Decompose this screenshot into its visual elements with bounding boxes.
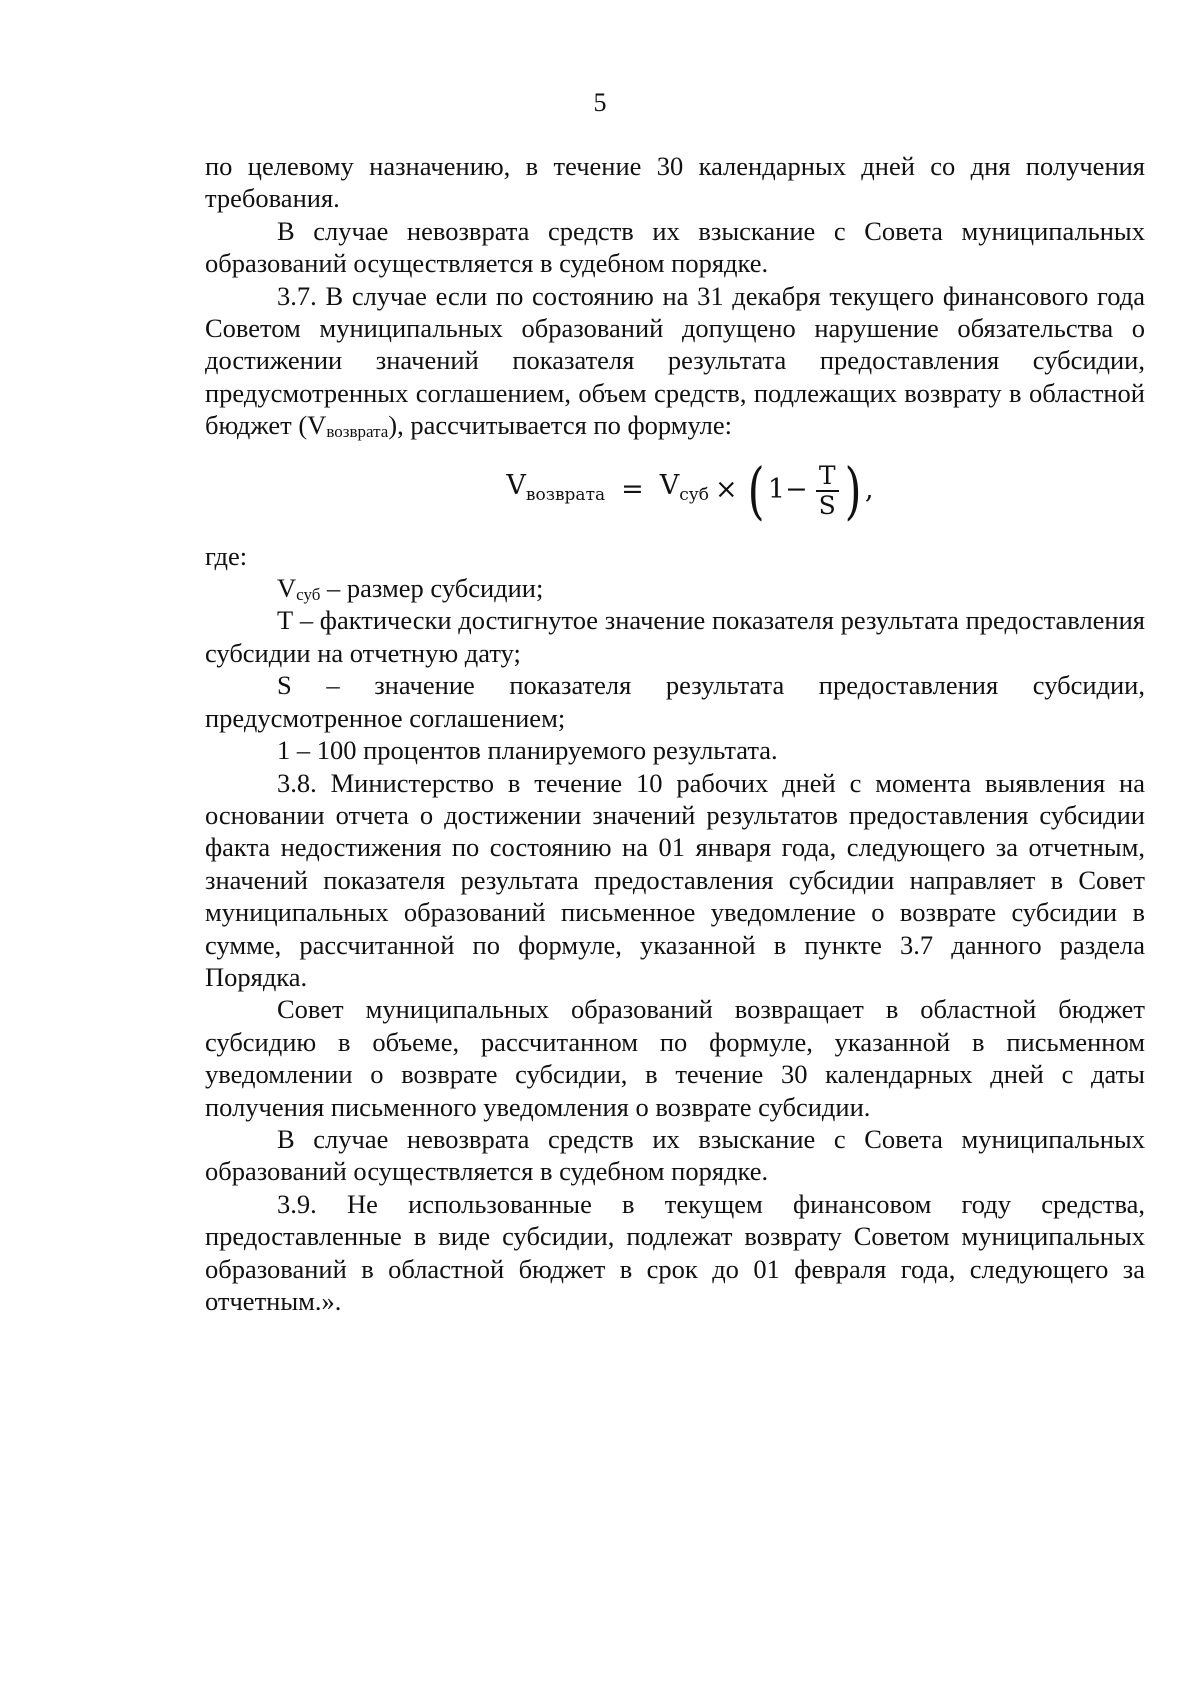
formula-denominator: S bbox=[818, 490, 836, 520]
formula-equals: = bbox=[621, 474, 644, 506]
formula-numerator: T bbox=[816, 462, 839, 492]
definition-s: S – значение показателя результата предоставления субсидии, предусмотренное соглашением; bbox=[205, 670, 1145, 733]
page-number: 5 bbox=[593, 88, 607, 117]
definition-v-subscript: суб bbox=[296, 585, 321, 605]
formula-one-minus: 1− bbox=[767, 474, 808, 506]
paragraph-continuation: по целевому назначению, в течение 30 календарных дней со дня получения требования. bbox=[205, 151, 1145, 214]
paragraph-recovery-1: В случае невозврата средств их взыскание с Совета муниципальных образований осуществляется в судебном порядке. bbox=[205, 215, 1145, 279]
formula-rhs-var-group bbox=[660, 470, 709, 511]
formula-open-paren: ( bbox=[747, 453, 765, 527]
paragraph-3-7-subscript: возврата bbox=[326, 422, 389, 442]
paragraph-3-8: 3.8. Министерство в течение 10 рабочих дней с момента выявления на основании отчета о достижении значений результатов предоставления субсидии факта недостижения по состоянию на 01 января года, следующего за отчетным, значений показателя результата предоставления субсидии направляет в Совет муниципальных образований письменное уведомление о возврате субсидии в сумме, рассчитанной по формуле, указанной в пункте 3.7 данного раздела Порядка. bbox=[205, 767, 1145, 992]
return-formula bbox=[205, 442, 1145, 540]
definition-v-text: – размер субсидии; bbox=[320, 573, 544, 604]
formula-rhs-var: V bbox=[659, 469, 680, 501]
paragraph-3-7-text: 3.7. В случае если по состоянию на 31 декабря текущего финансового года Советом муниципальных образований допущено нарушение обязательства о достижении значений показателя результата предоставления субсидии, предусмотренных соглашением, объем средств, подлежащих возврату в областной бюджет (V bbox=[205, 280, 1145, 441]
definition-v-var: V bbox=[277, 573, 297, 604]
formula-lhs bbox=[506, 470, 605, 511]
formula-rhs-sub: суб bbox=[679, 484, 710, 505]
paragraph-recovery-2: В случае невозврата средств их взыскание с Совета муниципальных образований осуществляется в судебном порядке. bbox=[205, 1123, 1145, 1187]
document-body bbox=[205, 150, 1145, 1317]
where-label: где: bbox=[205, 540, 248, 571]
formula-lhs-sub: возврата bbox=[525, 484, 606, 505]
paragraph-3-9: 3.9. Не использованные в текущем финансовом году средства, предоставленные в виде субсидии, подлежат возврату Советом муниципальных образований в областной бюджет в срок до 01 февраля года, следующего за отчетным.». bbox=[205, 1188, 1145, 1316]
formula-times: × bbox=[715, 474, 738, 506]
formula-trailing-comma: , bbox=[865, 474, 874, 506]
formula-fraction bbox=[816, 462, 839, 520]
definition-one: 1 – 100 процентов планируемого результата. bbox=[277, 735, 778, 766]
paragraph-3-8-return: Совет муниципальных образований возвращает в областной бюджет субсидию в объеме, рассчитанном по формуле, указанной в письменном уведомлении о возврате субсидии, в течение 30 календарных дней с даты получения письменного уведомления о возврате субсидии. bbox=[205, 994, 1145, 1122]
formula-close-paren: ) bbox=[844, 453, 862, 527]
paragraph-3-7-tail: ), рассчитывается по формуле: bbox=[388, 410, 732, 441]
paragraph-3-7 bbox=[205, 280, 1145, 442]
definition-t: Т – фактически достигнутое значение показателя результата предоставления субсидии на отчетную дату; bbox=[205, 605, 1145, 668]
formula-lhs-var: V bbox=[506, 469, 526, 501]
definition-v-sub bbox=[205, 572, 1145, 604]
